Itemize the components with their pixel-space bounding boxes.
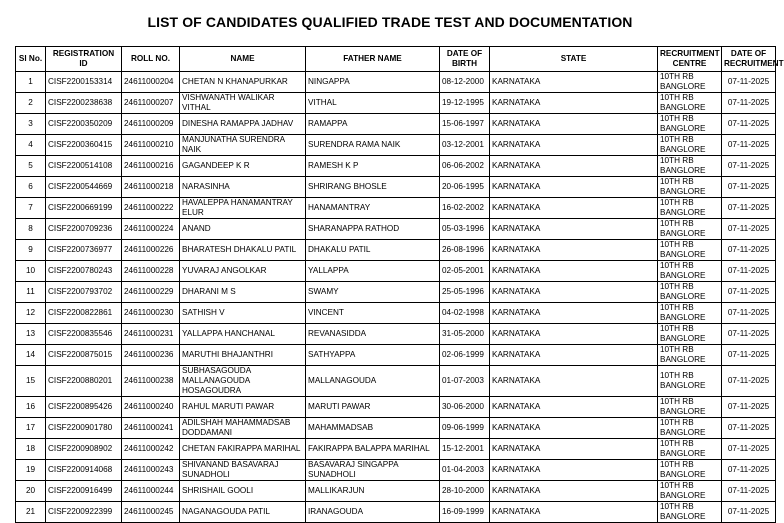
cell-recruitment-centre: 10TH RB BANGLORE [658, 219, 722, 240]
cell-date-of-birth: 09-06-1999 [440, 418, 490, 439]
cell-recruitment-centre: 10TH RB BANGLORE [658, 481, 722, 502]
cell-date-of-recruitment: 07-11-2025 [722, 219, 776, 240]
cell-father-name: IRANAGOUDA [306, 502, 440, 523]
cell-date-of-birth: 08-12-2000 [440, 72, 490, 93]
page-title: LIST OF CANDIDATES QUALIFIED TRADE TEST AND DOCUMENTATION [147, 14, 633, 30]
cell-recruitment-centre: 10TH RB BANGLORE [658, 240, 722, 261]
cell-sl-no: 18 [16, 439, 46, 460]
col-header-roll-no: ROLL NO. [122, 47, 180, 72]
col-header-father-name: FATHER NAME [306, 47, 440, 72]
table-row [16, 156, 776, 177]
cell-date-of-recruitment: 07-11-2025 [722, 324, 776, 345]
cell-date-of-recruitment: 07-11-2025 [722, 93, 776, 114]
cell-state: KARNATAKA [490, 114, 658, 135]
cell-state: KARNATAKA [490, 418, 658, 439]
cell-date-of-birth: 03-12-2001 [440, 135, 490, 156]
cell-registration-id: CISF2200916499 [46, 481, 122, 502]
cell-sl-no: 11 [16, 282, 46, 303]
cell-sl-no: 14 [16, 345, 46, 366]
cell-date-of-recruitment: 07-11-2025 [722, 72, 776, 93]
cell-sl-no: 4 [16, 135, 46, 156]
cell-name: SHIVANAND BASAVARAJ SUNADHOLI [180, 460, 306, 481]
cell-father-name: SATHYAPPA [306, 345, 440, 366]
cell-registration-id: CISF2200514108 [46, 156, 122, 177]
cell-state: KARNATAKA [490, 135, 658, 156]
table-header-row [16, 47, 776, 72]
table-row [16, 345, 776, 366]
cell-name: SATHISH V [180, 303, 306, 324]
cell-roll-no: 24611000209 [122, 114, 180, 135]
cell-father-name: SHARANAPPA RATHOD [306, 219, 440, 240]
cell-roll-no: 24611000242 [122, 439, 180, 460]
cell-roll-no: 24611000230 [122, 303, 180, 324]
cell-date-of-birth: 16-02-2002 [440, 198, 490, 219]
cell-date-of-birth: 20-06-1995 [440, 177, 490, 198]
cell-date-of-recruitment: 07-11-2025 [722, 156, 776, 177]
cell-recruitment-centre: 10TH RB BANGLORE [658, 198, 722, 219]
cell-father-name: MAHAMMADSAB [306, 418, 440, 439]
cell-name: ADILSHAH MAHAMMADSAB DODDAMANI [180, 418, 306, 439]
cell-recruitment-centre: 10TH RB BANGLORE [658, 156, 722, 177]
cell-sl-no: 12 [16, 303, 46, 324]
table-row [16, 481, 776, 502]
cell-date-of-recruitment: 07-11-2025 [722, 439, 776, 460]
cell-registration-id: CISF2200544669 [46, 177, 122, 198]
cell-sl-no: 3 [16, 114, 46, 135]
cell-father-name: SWAMY [306, 282, 440, 303]
cell-recruitment-centre: 10TH RB BANGLORE [658, 72, 722, 93]
cell-sl-no: 21 [16, 502, 46, 523]
cell-registration-id: CISF2200153314 [46, 72, 122, 93]
cell-registration-id: CISF2200238638 [46, 93, 122, 114]
cell-roll-no: 24611000216 [122, 156, 180, 177]
cell-state: KARNATAKA [490, 261, 658, 282]
table-row [16, 439, 776, 460]
col-header-date-of-recruitment: DATE OF RECRUITMENT [722, 47, 776, 72]
table-row [16, 219, 776, 240]
cell-roll-no: 24611000245 [122, 502, 180, 523]
cell-name: ANAND [180, 219, 306, 240]
cell-father-name: DHAKALU PATIL [306, 240, 440, 261]
cell-date-of-birth: 02-06-1999 [440, 345, 490, 366]
cell-state: KARNATAKA [490, 282, 658, 303]
cell-father-name: HANAMANTRAY [306, 198, 440, 219]
table-row [16, 324, 776, 345]
cell-father-name: RAMESH K P [306, 156, 440, 177]
cell-registration-id: CISF2200895426 [46, 397, 122, 418]
cell-sl-no: 16 [16, 397, 46, 418]
cell-sl-no: 2 [16, 93, 46, 114]
cell-date-of-birth: 16-09-1999 [440, 502, 490, 523]
cell-date-of-birth: 05-03-1996 [440, 219, 490, 240]
cell-date-of-recruitment: 07-11-2025 [722, 481, 776, 502]
cell-state: KARNATAKA [490, 72, 658, 93]
cell-recruitment-centre: 10TH RB BANGLORE [658, 397, 722, 418]
cell-recruitment-centre: 10TH RB BANGLORE [658, 261, 722, 282]
cell-roll-no: 24611000204 [122, 72, 180, 93]
cell-father-name: MARUTI PAWAR [306, 397, 440, 418]
cell-state: KARNATAKA [490, 219, 658, 240]
cell-recruitment-centre: 10TH RB BANGLORE [658, 282, 722, 303]
table-row [16, 114, 776, 135]
cell-name: SHRISHAIL GOOLI [180, 481, 306, 502]
cell-recruitment-centre: 10TH RB BANGLORE [658, 460, 722, 481]
cell-name: YALLAPPA HANCHANAL [180, 324, 306, 345]
cell-father-name: MALLIKARJUN [306, 481, 440, 502]
cell-recruitment-centre: 10TH RB BANGLORE [658, 177, 722, 198]
table-row [16, 418, 776, 439]
cell-date-of-birth: 26-08-1996 [440, 240, 490, 261]
cell-roll-no: 24611000228 [122, 261, 180, 282]
cell-state: KARNATAKA [490, 198, 658, 219]
cell-registration-id: CISF2200914068 [46, 460, 122, 481]
cell-recruitment-centre: 10TH RB BANGLORE [658, 114, 722, 135]
table-row [16, 366, 776, 397]
cell-date-of-birth: 25-05-1996 [440, 282, 490, 303]
cell-date-of-recruitment: 07-11-2025 [722, 282, 776, 303]
cell-recruitment-centre: 10TH RB BANGLORE [658, 135, 722, 156]
table-row [16, 198, 776, 219]
cell-date-of-recruitment: 07-11-2025 [722, 198, 776, 219]
cell-registration-id: CISF2200709236 [46, 219, 122, 240]
cell-date-of-recruitment: 07-11-2025 [722, 135, 776, 156]
cell-roll-no: 24611000229 [122, 282, 180, 303]
table-row [16, 177, 776, 198]
cell-sl-no: 8 [16, 219, 46, 240]
cell-sl-no: 9 [16, 240, 46, 261]
cell-sl-no: 13 [16, 324, 46, 345]
cell-date-of-recruitment: 07-11-2025 [722, 460, 776, 481]
cell-father-name: NINGAPPA [306, 72, 440, 93]
cell-name: MARUTHI BHAJANTHRI [180, 345, 306, 366]
cell-sl-no: 10 [16, 261, 46, 282]
cell-sl-no: 17 [16, 418, 46, 439]
cell-father-name: VINCENT [306, 303, 440, 324]
cell-state: KARNATAKA [490, 366, 658, 397]
table-row [16, 397, 776, 418]
table-row [16, 93, 776, 114]
cell-state: KARNATAKA [490, 303, 658, 324]
cell-registration-id: CISF2200793702 [46, 282, 122, 303]
cell-roll-no: 24611000231 [122, 324, 180, 345]
cell-date-of-birth: 19-12-1995 [440, 93, 490, 114]
cell-registration-id: CISF2200822861 [46, 303, 122, 324]
cell-name: MANJUNATHA SURENDRA NAIK [180, 135, 306, 156]
cell-date-of-birth: 06-06-2002 [440, 156, 490, 177]
cell-state: KARNATAKA [490, 439, 658, 460]
table-row [16, 460, 776, 481]
cell-date-of-birth: 01-04-2003 [440, 460, 490, 481]
cell-roll-no: 24611000224 [122, 219, 180, 240]
cell-date-of-birth: 15-06-1997 [440, 114, 490, 135]
cell-registration-id: CISF2200835546 [46, 324, 122, 345]
cell-name: HAVALEPPA HANAMANTRAY ELUR [180, 198, 306, 219]
cell-roll-no: 24611000238 [122, 366, 180, 397]
cell-name: GAGANDEEP K R [180, 156, 306, 177]
col-header-registration-id: REGISTRATION ID [46, 47, 122, 72]
cell-roll-no: 24611000244 [122, 481, 180, 502]
cell-name: BHARATESH DHAKALU PATIL [180, 240, 306, 261]
table-row [16, 72, 776, 93]
cell-sl-no: 20 [16, 481, 46, 502]
table-row [16, 303, 776, 324]
col-header-state: STATE [490, 47, 658, 72]
cell-name: NARASINHA [180, 177, 306, 198]
cell-registration-id: CISF2200875015 [46, 345, 122, 366]
cell-date-of-recruitment: 07-11-2025 [722, 502, 776, 523]
col-header-date-of-birth: DATE OF BIRTH [440, 47, 490, 72]
cell-date-of-birth: 01-07-2003 [440, 366, 490, 397]
cell-recruitment-centre: 10TH RB BANGLORE [658, 418, 722, 439]
cell-father-name: YALLAPPA [306, 261, 440, 282]
table-row [16, 135, 776, 156]
cell-recruitment-centre: 10TH RB BANGLORE [658, 303, 722, 324]
cell-recruitment-centre: 10TH RB BANGLORE [658, 345, 722, 366]
cell-date-of-recruitment: 07-11-2025 [722, 418, 776, 439]
cell-name: DINESHA RAMAPPA JADHAV [180, 114, 306, 135]
cell-father-name: FAKIRAPPA BALAPPA MARIHAL [306, 439, 440, 460]
cell-state: KARNATAKA [490, 397, 658, 418]
cell-registration-id: CISF2200780243 [46, 261, 122, 282]
cell-sl-no: 1 [16, 72, 46, 93]
cell-roll-no: 24611000210 [122, 135, 180, 156]
table-row [16, 261, 776, 282]
cell-recruitment-centre: 10TH RB BANGLORE [658, 502, 722, 523]
cell-name: NAGANAGOUDA PATIL [180, 502, 306, 523]
cell-state: KARNATAKA [490, 481, 658, 502]
cell-sl-no: 15 [16, 366, 46, 397]
cell-date-of-recruitment: 07-11-2025 [722, 397, 776, 418]
cell-name: CHETAN FAKIRAPPA MARIHAL [180, 439, 306, 460]
cell-date-of-recruitment: 07-11-2025 [722, 366, 776, 397]
cell-recruitment-centre: 10TH RB BANGLORE [658, 439, 722, 460]
cell-date-of-recruitment: 07-11-2025 [722, 345, 776, 366]
col-header-recruitment-centre: RECRUITMENT CENTRE [658, 47, 722, 72]
cell-state: KARNATAKA [490, 345, 658, 366]
cell-registration-id: CISF2200736977 [46, 240, 122, 261]
cell-recruitment-centre: 10TH RB BANGLORE [658, 366, 722, 397]
cell-date-of-recruitment: 07-11-2025 [722, 261, 776, 282]
table-row [16, 282, 776, 303]
cell-sl-no: 19 [16, 460, 46, 481]
cell-date-of-birth: 28-10-2000 [440, 481, 490, 502]
cell-registration-id: CISF2200922399 [46, 502, 122, 523]
cell-roll-no: 24611000218 [122, 177, 180, 198]
cell-roll-no: 24611000222 [122, 198, 180, 219]
cell-father-name: SHRIRANG BHOSLE [306, 177, 440, 198]
cell-date-of-recruitment: 07-11-2025 [722, 240, 776, 261]
table-row [16, 240, 776, 261]
cell-state: KARNATAKA [490, 177, 658, 198]
cell-registration-id: CISF2200360415 [46, 135, 122, 156]
cell-date-of-recruitment: 07-11-2025 [722, 177, 776, 198]
cell-state: KARNATAKA [490, 240, 658, 261]
cell-roll-no: 24611000236 [122, 345, 180, 366]
table-row [16, 502, 776, 523]
cell-roll-no: 24611000226 [122, 240, 180, 261]
cell-registration-id: CISF2200880201 [46, 366, 122, 397]
cell-recruitment-centre: 10TH RB BANGLORE [658, 324, 722, 345]
cell-date-of-recruitment: 07-11-2025 [722, 114, 776, 135]
cell-roll-no: 24611000241 [122, 418, 180, 439]
cell-state: KARNATAKA [490, 93, 658, 114]
cell-registration-id: CISF2200669199 [46, 198, 122, 219]
cell-date-of-birth: 30-06-2000 [440, 397, 490, 418]
cell-sl-no: 6 [16, 177, 46, 198]
cell-father-name: BASAVARAJ SINGAPPA SUNADHOLI [306, 460, 440, 481]
cell-sl-no: 5 [16, 156, 46, 177]
cell-roll-no: 24611000243 [122, 460, 180, 481]
cell-father-name: RAMAPPA [306, 114, 440, 135]
cell-date-of-birth: 04-02-1998 [440, 303, 490, 324]
cell-roll-no: 24611000240 [122, 397, 180, 418]
cell-name: VISHWANATH WALIKAR VITHAL [180, 93, 306, 114]
cell-date-of-recruitment: 07-11-2025 [722, 303, 776, 324]
cell-name: SUBHASAGOUDA MALLANAGOUDA HOSAGOUDRA [180, 366, 306, 397]
cell-registration-id: CISF2200908902 [46, 439, 122, 460]
cell-father-name: REVANASIDDA [306, 324, 440, 345]
col-header-name: NAME [180, 47, 306, 72]
cell-father-name: VITHAL [306, 93, 440, 114]
cell-state: KARNATAKA [490, 502, 658, 523]
cell-name: RAHUL MARUTI PAWAR [180, 397, 306, 418]
cell-father-name: MALLANAGOUDA [306, 366, 440, 397]
cell-roll-no: 24611000207 [122, 93, 180, 114]
cell-date-of-birth: 15-12-2001 [440, 439, 490, 460]
cell-name: DHARANI M S [180, 282, 306, 303]
cell-recruitment-centre: 10TH RB BANGLORE [658, 93, 722, 114]
candidates-table [15, 46, 784, 523]
col-header-sl-no: Sl No. [16, 47, 46, 72]
cell-registration-id: CISF2200901780 [46, 418, 122, 439]
cell-name: YUVARAJ ANGOLKAR [180, 261, 306, 282]
cell-date-of-birth: 02-05-2001 [440, 261, 490, 282]
cell-state: KARNATAKA [490, 460, 658, 481]
cell-state: KARNATAKA [490, 324, 658, 345]
cell-registration-id: CISF2200350209 [46, 114, 122, 135]
cell-father-name: SURENDRA RAMA NAIK [306, 135, 440, 156]
cell-state: KARNATAKA [490, 156, 658, 177]
cell-name: CHETAN N KHANAPURKAR [180, 72, 306, 93]
cell-date-of-birth: 31-05-2000 [440, 324, 490, 345]
cell-sl-no: 7 [16, 198, 46, 219]
